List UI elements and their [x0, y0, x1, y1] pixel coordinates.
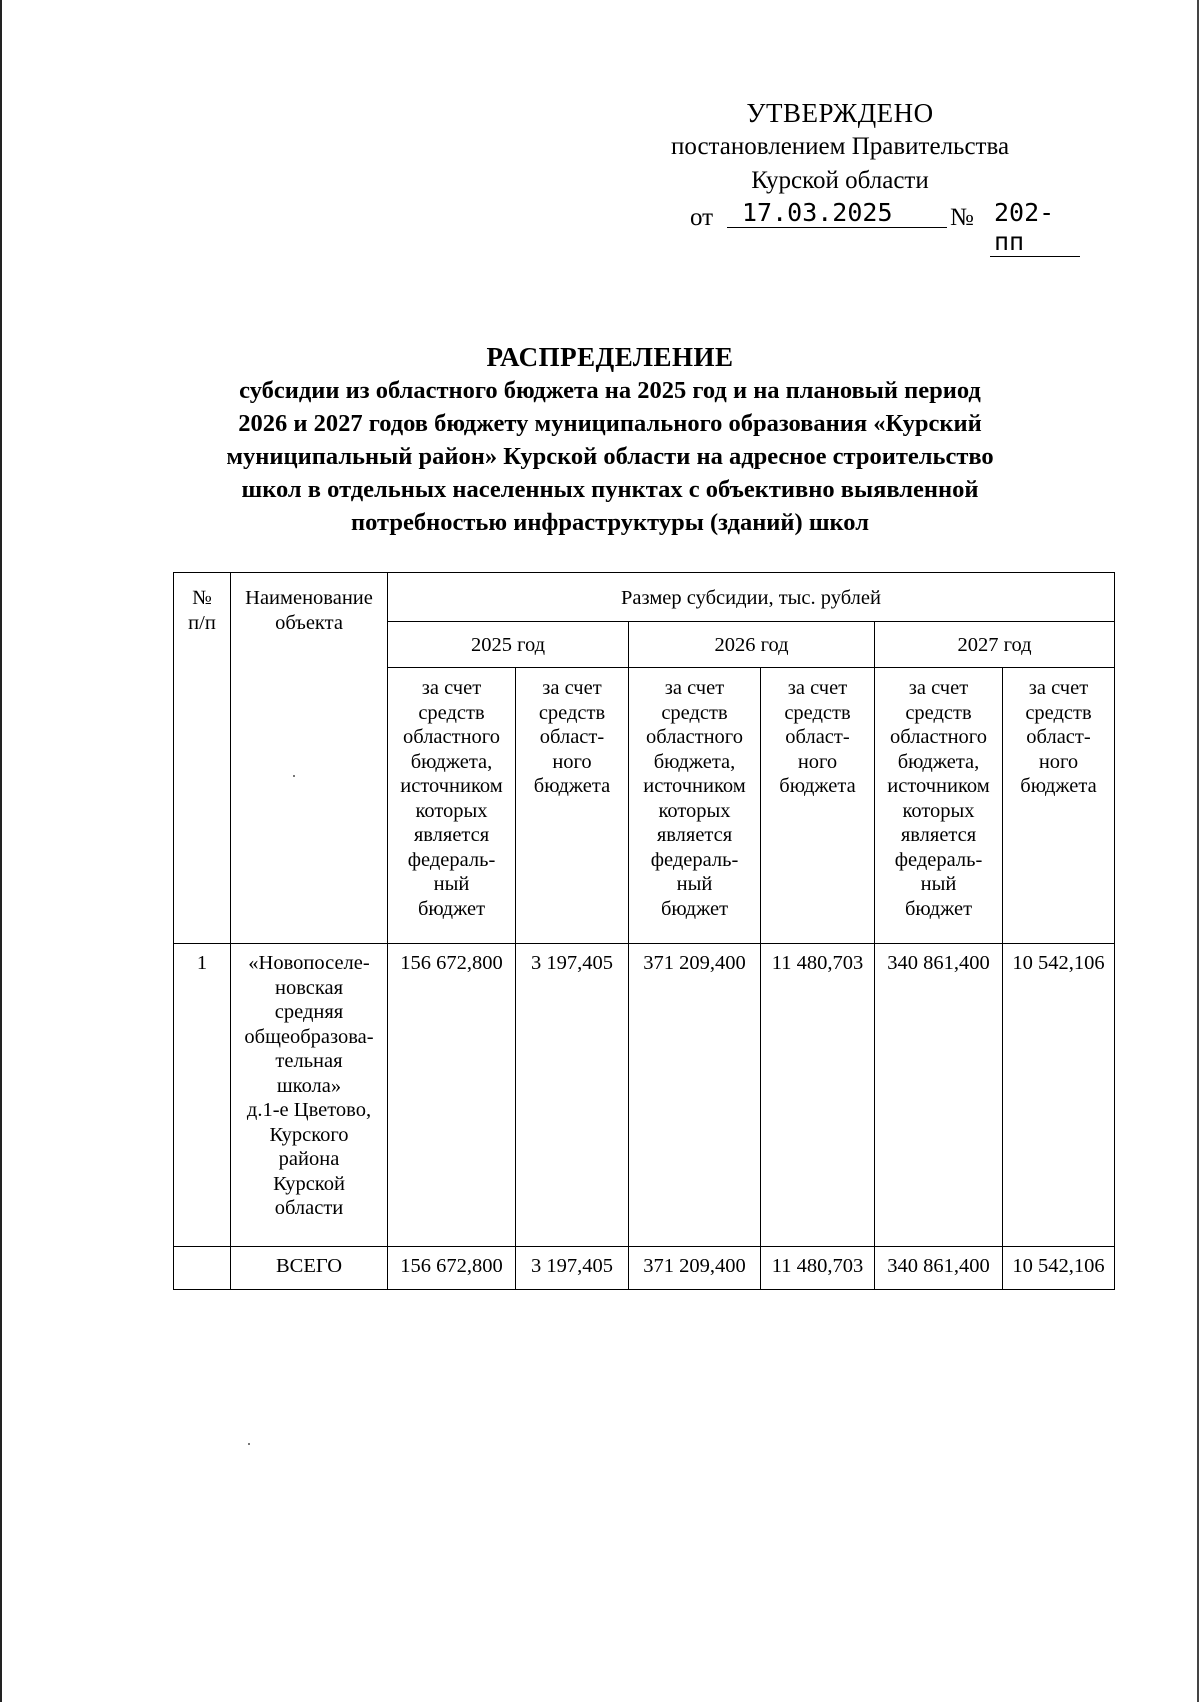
approval-line-region: Курской области [751, 167, 929, 194]
total-value: 156 672,800 [388, 1247, 516, 1290]
row-value: 371 209,400 [629, 944, 761, 1247]
header-source-federal: за счет средств областного бюджета, источником которых является федераль- ный бюджет [875, 668, 1003, 944]
scan-speck [248, 1443, 250, 1445]
header-source-federal: за счет средств областного бюджета, источником которых является федераль- ный бюджет [388, 668, 516, 944]
header-number: № п/п [174, 573, 231, 944]
header-source-regional: за счет средств област- ного бюджета [1003, 668, 1115, 944]
from-label: от [690, 204, 714, 231]
title-line: 2026 и 2027 годов бюджету муниципального образования «Курский [238, 410, 982, 437]
row-number: 1 [174, 944, 231, 1247]
table-row [174, 944, 1115, 1247]
total-row [174, 1247, 1115, 1290]
row-value: 340 861,400 [875, 944, 1003, 1247]
row-value: 11 480,703 [761, 944, 875, 1247]
approval-block [640, 96, 1100, 256]
header-source-regional: за счет средств област- ного бюджета [516, 668, 629, 944]
header-year-2027: 2027 год [875, 622, 1115, 668]
approval-line-resolution: постановлением Правительства [670, 133, 1010, 160]
number-label: № [950, 204, 974, 231]
total-value: 371 209,400 [629, 1247, 761, 1290]
total-label: ВСЕГО [231, 1247, 388, 1290]
title-line: муниципальный район» Курской области на адресное строительство [226, 443, 994, 470]
approval-heading: УТВЕРЖДЕНО [746, 98, 934, 128]
document-title [150, 340, 1070, 539]
page-edge-left [0, 0, 2, 1702]
title-line: субсидии из областного бюджета на 2025 год и на плановый период [239, 377, 981, 404]
approval-date-line [640, 198, 1100, 256]
header-row [174, 573, 1115, 622]
row-object-name: «Новопоселе- новская средняя общеобразова- тельная школа» д.1-е Цветово, Курского района Курской области [231, 944, 388, 1247]
header-year-2026: 2026 год [629, 622, 875, 668]
header-object-name: Наименование объекта [231, 573, 388, 944]
title-main: РАСПРЕДЕЛЕНИЕ [486, 342, 734, 372]
header-source-federal: за счет средств областного бюджета, источником которых является федераль- ный бюджет [629, 668, 761, 944]
scan-speck [293, 775, 295, 777]
page-edge-right [1197, 0, 1199, 1702]
total-value: 3 197,405 [516, 1247, 629, 1290]
row-value: 156 672,800 [388, 944, 516, 1247]
total-value: 340 861,400 [875, 1247, 1003, 1290]
header-subsidy-size: Размер субсидии, тыс. рублей [388, 573, 1115, 622]
header-source-regional: за счет средств област- ного бюджета [761, 668, 875, 944]
row-value: 10 542,106 [1003, 944, 1115, 1247]
subsidy-distribution-table [173, 572, 1115, 1290]
total-value: 10 542,106 [1003, 1247, 1115, 1290]
approval-number: 202-пп [990, 198, 1080, 257]
total-value: 11 480,703 [761, 1247, 875, 1290]
approval-date: 17.03.2025 [727, 198, 947, 228]
total-number [174, 1247, 231, 1290]
title-line: школ в отдельных населенных пунктах с объективно выявленной [241, 476, 979, 503]
title-line: потребностью инфраструктуры (зданий) школ [351, 509, 869, 536]
header-year-2025: 2025 год [388, 622, 629, 668]
row-value: 3 197,405 [516, 944, 629, 1247]
